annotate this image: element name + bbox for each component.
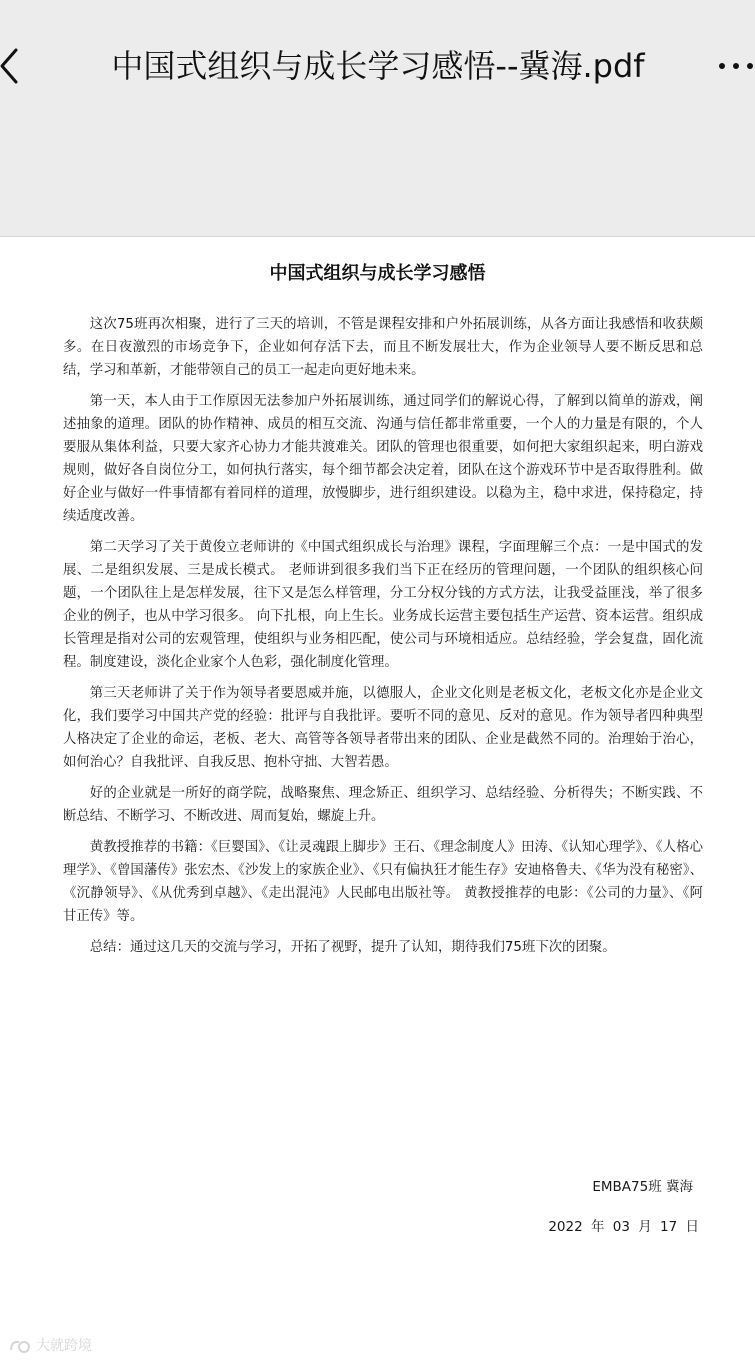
- watermark: [8, 1336, 92, 1356]
- paragraph: 第三天老师讲了关于作为领导者要恩威并施，以德服人，企业文化则是老板文化，老板文化亦是企业文化，我们要学习中国共产党的经验：批评与自我批评。要听不同的意见、反对的意见。作为领导者四种典型人格决定了企业的命运，老板、老大、高管等各领导者带出来的团队、企业是截然不同的。治理始于治心，如何治心？自我批评、自我反思、抱朴守拙、大智若愚。: [63, 686, 703, 770]
- paragraph: 黄教授推荐的书籍：《巨婴国》、《让灵魂跟上脚步》王石、《理念制度人》田涛、《认知心理学》、《人格心理学》、《曾国藩传》张宏杰、《沙发上的家族企业》、《只有偏执狂才能生存》安迪格鲁夫、《华为没有秘密》、《沉静领导》、《从优秀到卓越》、《走出混沌》人民邮电出版社等。 黄教授推荐的电影：《公司的力量》、《阿甘正传》等。: [63, 840, 703, 924]
- more-options-button[interactable]: [712, 52, 755, 80]
- paragraph: 第二天学习了关于黄俊立老师讲的《中国式组织成长与治理》课程，字面理解三个点：一是中国式的发展、二是组织发展、三是成长模式。 老师讲到很多我们当下正在经历的管理问题，一个团队的组织核心问题，一个团队往上是怎样发展，往下又是怎么样管理，分工分权分钱的方式方法，让我受益匪浅，举了很多企业的例子，也从中学习很多。 向下扎根，向上生长。业务成长运营主要包括生产运营、资本运营。组织成长管理是指对公司的宏观管理，使组织与业务相匹配，使公司与环境相适应。总结经验，学会复盘，固化流程。制度建设，淡化企业家个人色彩，强化制度化管理。: [63, 540, 703, 670]
- ellipsis-icon: [712, 52, 755, 80]
- paragraph: 总结：通过这几天的交流与学习，开拓了视野，提升了认知，期待我们75班下次的团聚。: [89, 940, 616, 955]
- watermark-text: 大就跨境: [36, 1338, 92, 1354]
- paragraph: 好的企业就是一所好的商学院，战略聚焦、理念矫正、组织学习、总结经验、分析得失；不断实践、不断总结、不断学习、不断改进、周而复始，螺旋上升。: [63, 786, 703, 824]
- signature: EMBA75班 冀海: [592, 1179, 693, 1195]
- document-body: [63, 313, 703, 967]
- paragraph: 第一天，本人由于工作原因无法参加户外拓展训练，通过同学们的解说心得，了解到以简单的游戏，阐述抽象的道理。团队的协作精神、成员的相互交流、沟通与信任都非常重要，一个人的力量是有限的，个人要服从集体利益，只要大家齐心协力才能共渡难关。团队的管理也很重要，如何把大家组织起来，明白游戏规则，做好各自岗位分工，如何执行落实，每个细节都会决定着，团队在这个游戏环节中是否取得胜利。做好企业与做好一件事情都有着同样的道理，放慢脚步，进行组织建设。以稳为主，稳中求进，保持稳定，持续适度改善。: [63, 394, 703, 524]
- top-bar: [0, 0, 755, 237]
- watermark-logo-icon: [8, 1338, 32, 1354]
- file-title: 中国式组织与成长学习感悟--冀海.pdf: [111, 47, 645, 85]
- back-button[interactable]: [0, 38, 36, 94]
- document-date: 2022 年 03 月 17 日: [548, 1219, 699, 1235]
- document-title: 中国式组织与成长学习感悟: [269, 263, 486, 284]
- pdf-page[interactable]: [0, 237, 755, 1362]
- chevron-left-icon: [0, 38, 36, 94]
- paragraph: 这次75班再次相聚，进行了三天的培训，不管是课程安排和户外拓展训练，从各方面让我感悟和收获颇多。在日夜激烈的市场竞争下，企业如何存活下去，而且不断发展壮大，作为企业领导人要不断反思和总结，学习和革新，才能带领自己的员工一起走向更好地未来。: [63, 317, 703, 378]
